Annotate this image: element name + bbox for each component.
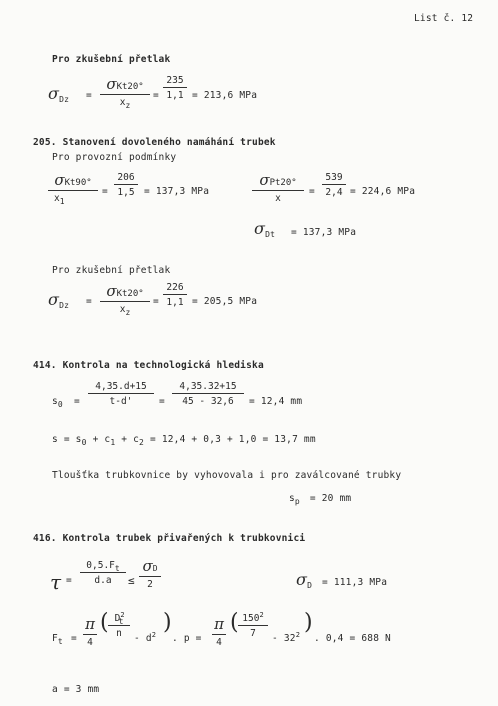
result-111-3: = 111,3 MPa	[322, 577, 388, 588]
formula-s-total: $s = s_0 + c_1 + c_2 = 12,4 + 0,3 + 1,0 = 13,7$ mm	[52, 434, 316, 447]
result-137-3: = 137,3 MPa	[144, 186, 210, 197]
result-dt-137-3: = 137,3 MPa	[291, 227, 357, 238]
result-213-6: = 213,6 MPa	[192, 90, 258, 101]
result-12-4: = 12,4 mm	[249, 396, 303, 407]
section-414-title: 414. Kontrola na technologická hlediska	[33, 360, 264, 371]
sigma-symbol: σ	[48, 84, 60, 103]
section-205-title: 205. Stanovení dovoleného namáhání trubek	[33, 137, 276, 148]
section-205-subtitle-2: Pro zkušební přetlak	[52, 265, 171, 276]
page-list-number: List č. 12	[414, 13, 474, 24]
formula-a: a = 3 mm	[52, 684, 100, 695]
result-688-n: . 0,4 = 688 N	[314, 633, 391, 644]
equals-sign: =	[86, 90, 92, 101]
result-224-6: = 224,6 MPa	[350, 186, 416, 197]
fraction-sigma-over-x: σKt20° $x_z$	[100, 74, 150, 108]
section-205-subtitle: Pro provozní podmínky	[52, 152, 177, 163]
section-416-title: 416. Kontrola trubek přivařených k trubkovnici	[33, 533, 306, 544]
sigma-subscript: Dz	[59, 95, 70, 104]
section-title-test-pressure: Pro zkušební přetlak	[52, 54, 171, 65]
paragraph-tube-plate: Tloušťka trubkovnice by vyhovovala i pro zaválcované trubky	[52, 470, 402, 481]
formula-sp: $s_p = 20$ mm	[289, 493, 352, 506]
fraction-235-over-1-1: $\frac{235}{1,1}$	[163, 75, 187, 101]
result-205-5: = 205,5 MPa	[192, 296, 258, 307]
